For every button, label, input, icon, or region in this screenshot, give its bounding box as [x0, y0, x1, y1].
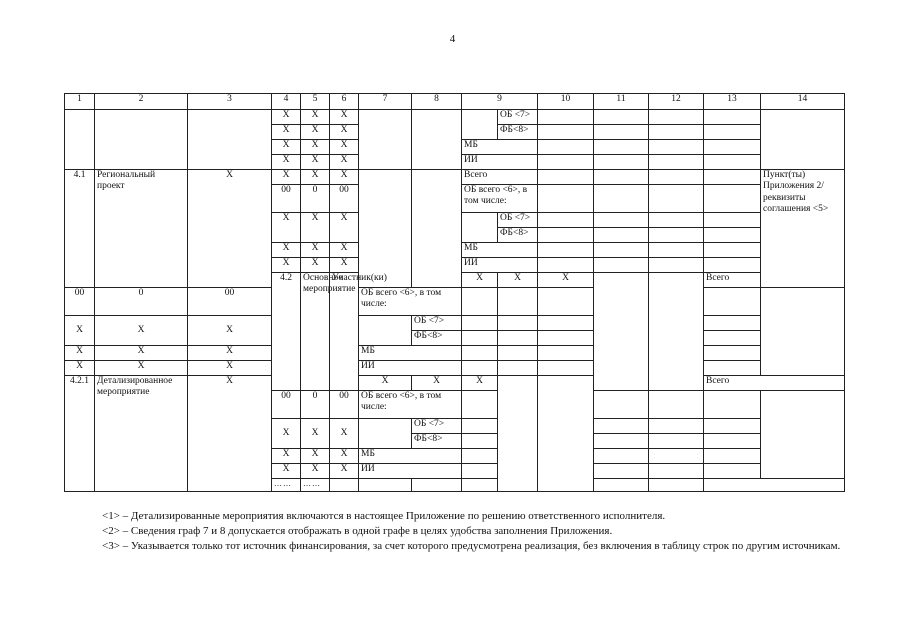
cell	[649, 155, 704, 170]
cell	[594, 258, 649, 273]
cell-source: ОБ всего <6>, в том числе:	[462, 185, 538, 213]
cell	[594, 213, 649, 228]
cell-col8	[412, 170, 462, 288]
cell-source: ФБ<8>	[498, 125, 538, 140]
cell	[462, 391, 498, 419]
cell	[462, 361, 498, 376]
table-row	[65, 346, 845, 361]
cell-source: ФБ<8>	[412, 331, 462, 346]
cell	[649, 258, 704, 273]
cell-num: 4.2.1	[65, 376, 95, 492]
cell-x: X	[272, 155, 301, 170]
cell-source: Всего	[704, 376, 845, 391]
cell	[594, 464, 649, 479]
cell-x: X	[330, 258, 359, 273]
cell-x: X	[538, 273, 594, 288]
cell-source: МБ	[462, 243, 538, 258]
cell	[704, 346, 761, 361]
cell	[704, 361, 761, 376]
cell-indent	[462, 125, 498, 140]
cell-code: 00	[65, 288, 95, 316]
cell-x: X	[301, 258, 330, 273]
column-header: 5	[301, 94, 330, 110]
cell-indent	[462, 213, 498, 243]
cell	[649, 419, 704, 434]
cell-col7	[359, 110, 412, 170]
cell-source: ОБ всего <6>, в том числе:	[359, 391, 462, 419]
column-header: 11	[594, 94, 649, 110]
cell-x: X	[272, 258, 301, 273]
cell	[594, 185, 649, 213]
financing-table	[64, 93, 845, 492]
cell-x: X	[330, 170, 359, 185]
column-header: 7	[359, 94, 412, 110]
cell-x: X	[301, 110, 330, 125]
cell-source: МБ	[359, 346, 462, 361]
cell-name: Основное мероприятие	[301, 273, 330, 391]
cell	[498, 331, 538, 346]
cell-source: ИИ	[462, 258, 538, 273]
cell-x: X	[301, 125, 330, 140]
cell-num	[65, 110, 95, 170]
cell-col8	[649, 273, 704, 391]
cell	[462, 449, 498, 464]
column-header: 4	[272, 94, 301, 110]
cell	[704, 140, 761, 155]
cell-x: X	[272, 243, 301, 258]
cell-x: X	[301, 449, 330, 464]
cell-x: X	[301, 213, 330, 243]
cell-participant	[188, 110, 272, 170]
cell	[538, 243, 594, 258]
cell-code: 00	[188, 288, 272, 316]
column-header: 3	[188, 94, 272, 110]
cell-participant: X	[188, 376, 272, 492]
cell-x: X	[65, 346, 95, 361]
cell	[538, 228, 594, 243]
cell-x: X	[330, 419, 359, 449]
column-header: 12	[649, 94, 704, 110]
cell-x: X	[462, 273, 498, 288]
cell	[462, 419, 498, 434]
cell	[462, 316, 498, 331]
cell	[594, 228, 649, 243]
cell	[594, 170, 649, 185]
cell-x: X	[95, 361, 188, 376]
column-header: 9	[462, 94, 538, 110]
cell	[649, 243, 704, 258]
cell-col7	[359, 170, 412, 288]
cell-x: X	[272, 170, 301, 185]
cell-col8	[412, 110, 462, 170]
cell-x: X	[330, 110, 359, 125]
cell	[649, 110, 704, 125]
cell-name: ……	[301, 479, 330, 492]
cell	[594, 155, 649, 170]
cell	[538, 140, 594, 155]
cell	[649, 170, 704, 185]
cell-code: 00	[272, 391, 301, 419]
cell-x: X	[95, 316, 188, 346]
cell	[704, 110, 761, 125]
cell	[594, 449, 649, 464]
cell-source: ФБ<8>	[412, 434, 462, 449]
cell-x: X	[272, 110, 301, 125]
cell-x: X	[498, 273, 538, 288]
cell	[704, 449, 761, 464]
cell-x: X	[301, 464, 330, 479]
cell	[594, 419, 649, 434]
cell	[462, 331, 498, 346]
cell-source: ОБ <7>	[412, 419, 462, 434]
cell-x: X	[188, 316, 272, 346]
cell-code: 0	[301, 391, 330, 419]
cell	[538, 288, 594, 316]
cell-source: ИИ	[359, 361, 462, 376]
cell-code: 0	[301, 185, 330, 213]
cell	[704, 434, 761, 449]
cell-code: 00	[330, 391, 359, 419]
cell	[649, 140, 704, 155]
cell-indent	[359, 419, 412, 449]
cell-x: X	[301, 170, 330, 185]
table-row	[65, 316, 845, 331]
column-header: 2	[95, 94, 188, 110]
cell-x: X	[330, 464, 359, 479]
cell-source: ОБ <7>	[412, 316, 462, 331]
cell	[538, 213, 594, 228]
cell	[704, 479, 845, 492]
cell	[704, 170, 761, 185]
cell	[462, 434, 498, 449]
cell-x: X	[301, 243, 330, 258]
cell	[704, 243, 761, 258]
table-row	[65, 361, 845, 376]
cell	[594, 391, 649, 419]
cell-x: X	[301, 155, 330, 170]
cell-col14: Пункт(ты) Приложения 2/ реквизиты соглашения <5>	[761, 170, 845, 288]
cell	[704, 185, 761, 213]
cell	[649, 449, 704, 464]
cell	[538, 331, 594, 346]
cell-x: X	[359, 376, 412, 391]
column-header: 6	[330, 94, 359, 110]
cell	[538, 185, 594, 213]
cell	[538, 361, 594, 376]
cell	[538, 258, 594, 273]
cell	[538, 346, 594, 361]
cell-indent	[462, 110, 498, 125]
table-row	[65, 110, 845, 125]
cell-source: ОБ <7>	[498, 213, 538, 228]
cell-x: X	[95, 346, 188, 361]
cell	[462, 288, 498, 316]
cell	[330, 479, 359, 492]
cell-code: 0	[95, 288, 188, 316]
cell-col8	[538, 376, 594, 492]
cell	[704, 464, 761, 479]
cell	[649, 434, 704, 449]
column-header: 8	[412, 94, 462, 110]
cell-x: X	[272, 125, 301, 140]
cell-name	[95, 110, 188, 170]
cell-x: X	[272, 464, 301, 479]
cell-participant: Участник(ки)	[330, 273, 359, 391]
cell	[498, 346, 538, 361]
cell-x: X	[462, 376, 498, 391]
cell-source: ОБ всего <6>, в том числе:	[359, 288, 462, 316]
table-row	[65, 170, 845, 185]
column-header: 10	[538, 94, 594, 110]
cell	[594, 434, 649, 449]
cell	[704, 213, 761, 228]
cell	[704, 316, 761, 331]
cell	[498, 361, 538, 376]
cell-x: X	[330, 213, 359, 243]
cell	[704, 391, 761, 419]
cell-x: X	[301, 419, 330, 449]
cell	[649, 228, 704, 243]
cell-num: 4.1	[65, 170, 95, 288]
table-row	[65, 376, 845, 391]
cell-indent	[359, 316, 412, 346]
cell-x: X	[412, 376, 462, 391]
cell-x: X	[301, 140, 330, 155]
cell	[538, 316, 594, 331]
cell-source: ФБ<8>	[498, 228, 538, 243]
cell-num: 4.2	[272, 273, 301, 391]
cell	[498, 288, 538, 316]
cell-x: X	[330, 155, 359, 170]
cell-code: 00	[330, 185, 359, 213]
cell-x: X	[272, 213, 301, 243]
cell	[594, 110, 649, 125]
cell-source: МБ	[359, 449, 462, 464]
column-header: 1	[65, 94, 95, 110]
cell	[538, 110, 594, 125]
cell-x: X	[330, 125, 359, 140]
column-header: 13	[704, 94, 761, 110]
table-row	[65, 288, 845, 316]
cell-num: ……	[272, 479, 301, 492]
footnote-1: <1> – Детализированные мероприятия включаются в настоящее Приложение по решению ответственного исполнителя.	[102, 510, 666, 522]
cell-name: Детализированное мероприятие	[95, 376, 188, 492]
cell	[538, 170, 594, 185]
cell-x: X	[330, 140, 359, 155]
cell	[649, 125, 704, 140]
cell	[412, 479, 462, 492]
cell	[704, 331, 761, 346]
cell	[498, 316, 538, 331]
cell-participant: X	[188, 170, 272, 288]
cell	[649, 479, 704, 492]
cell-source: ОБ <7>	[498, 110, 538, 125]
cell-x: X	[272, 449, 301, 464]
cell	[594, 125, 649, 140]
footnotes	[64, 509, 844, 554]
cell-x: X	[65, 316, 95, 346]
column-header: 14	[761, 94, 845, 110]
cell-source: Всего	[462, 170, 538, 185]
cell-x: X	[272, 140, 301, 155]
cell-col7	[594, 273, 649, 391]
cell	[649, 464, 704, 479]
cell	[359, 479, 412, 492]
cell	[704, 419, 761, 434]
cell-col14	[761, 110, 845, 170]
cell	[704, 288, 761, 316]
cell	[538, 125, 594, 140]
cell	[649, 391, 704, 419]
page-number: 4	[449, 33, 456, 45]
footnote-3: <3> – Указывается только тот источник финансирования, за счет которого предусмотрена реализация, без включения в таблицу строк по другим источникам.	[102, 540, 841, 552]
cell	[594, 479, 649, 492]
cell	[462, 464, 498, 479]
cell-source: ИИ	[359, 464, 462, 479]
cell-x: X	[272, 419, 301, 449]
cell-code: 00	[272, 185, 301, 213]
cell-x: X	[330, 243, 359, 258]
cell	[462, 479, 498, 492]
cell-x: X	[188, 361, 272, 376]
footnote-2: <2> – Сведения граф 7 и 8 допускается отображать в одной графе в целях удобства заполнения Приложения.	[102, 525, 613, 537]
cell	[538, 155, 594, 170]
cell-col7	[498, 376, 538, 492]
cell	[649, 213, 704, 228]
cell	[704, 125, 761, 140]
cell-name: Региональный проект	[95, 170, 188, 288]
cell	[704, 258, 761, 273]
cell-x: X	[188, 346, 272, 361]
table-header-row	[65, 94, 845, 110]
cell-source: Всего	[704, 273, 845, 288]
cell	[462, 346, 498, 361]
cell	[594, 140, 649, 155]
cell-x: X	[65, 361, 95, 376]
cell	[704, 228, 761, 243]
cell	[649, 185, 704, 213]
cell-source: МБ	[462, 140, 538, 155]
cell-source: ИИ	[462, 155, 538, 170]
cell	[704, 155, 761, 170]
cell-x: X	[330, 449, 359, 464]
cell	[594, 243, 649, 258]
